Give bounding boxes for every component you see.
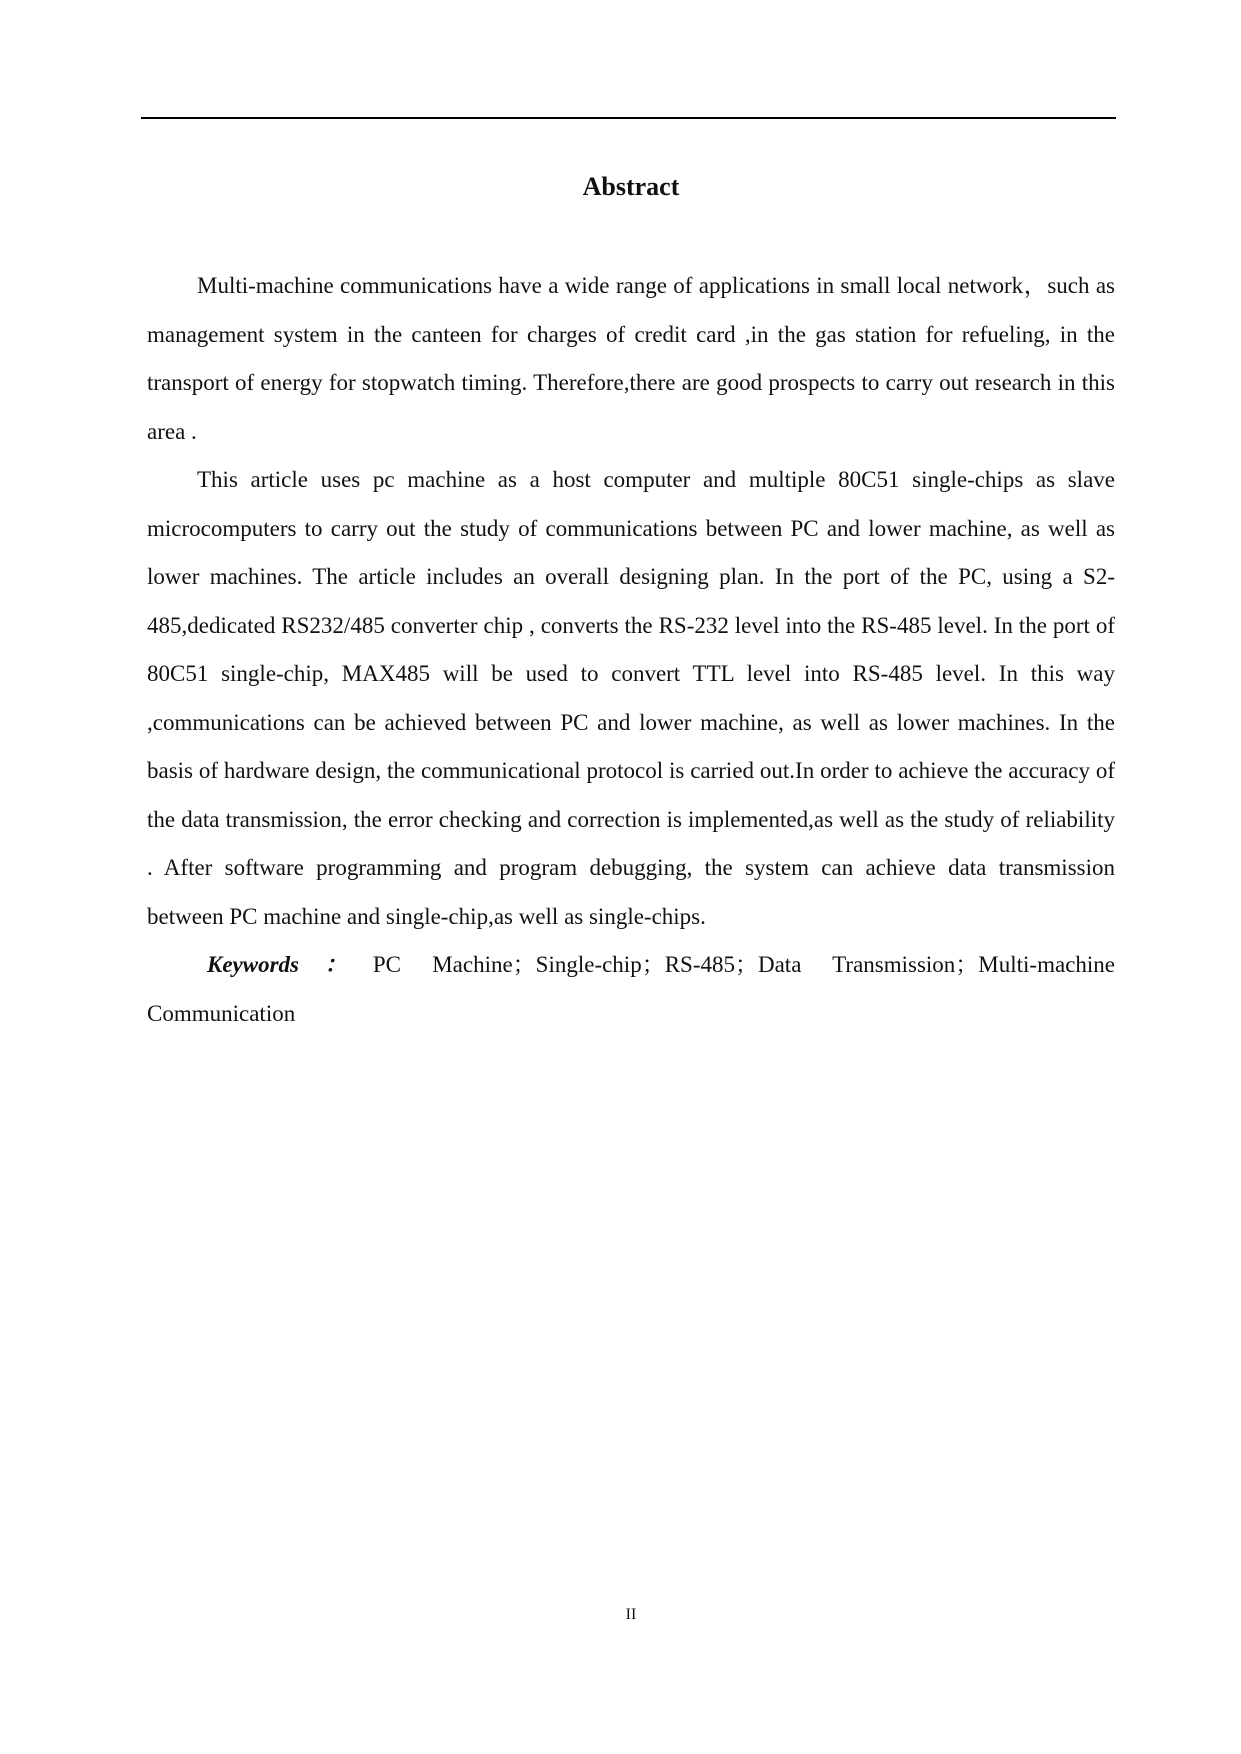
- header-rule: [141, 117, 1116, 119]
- abstract-title: Abstract: [582, 172, 680, 201]
- abstract-paragraph-1: Multi-machine communications have a wide range of applications in small local network，such as management system in the canteen for charges of credit card ,in the gas station for refueling, in the transport of energy for stopwatch timing. Therefore,there are good prospects to carry out research in this area .: [147, 273, 1115, 444]
- keywords-line: [147, 941, 1115, 1038]
- keywords-text: PC Machine；Single-chip；RS-485；Data Transmission；Multi-machine Communication: [147, 952, 1115, 1026]
- keywords-label: Keywords：: [207, 952, 373, 977]
- page-number: II: [625, 1606, 637, 1623]
- abstract-paragraph-2: This article uses pc machine as a host computer and multiple 80C51 single-chips as slave microcomputers to carry out the study of communications between PC and lower machine, as well as lower machines. The article includes an overall designing plan. In the port of the PC, using a S2-485,dedicated RS232/485 converter chip , converts the RS-232 level into the RS-485 level. In the port of 80C51 single-chip, MAX485 will be used to convert TTL level into RS-485 level. In this way ,communications can be achieved between PC and lower machine, as well as lower machines. In the basis of hardware design, the communicational protocol is carried out.In order to achieve the accuracy of the data transmission, the error checking and correction is implemented,as well as the study of reliability . After software programming and program debugging, the system can achieve data transmission between PC machine and single-chip,as well as single-chips.: [147, 467, 1115, 929]
- abstract-body: [147, 262, 1115, 1038]
